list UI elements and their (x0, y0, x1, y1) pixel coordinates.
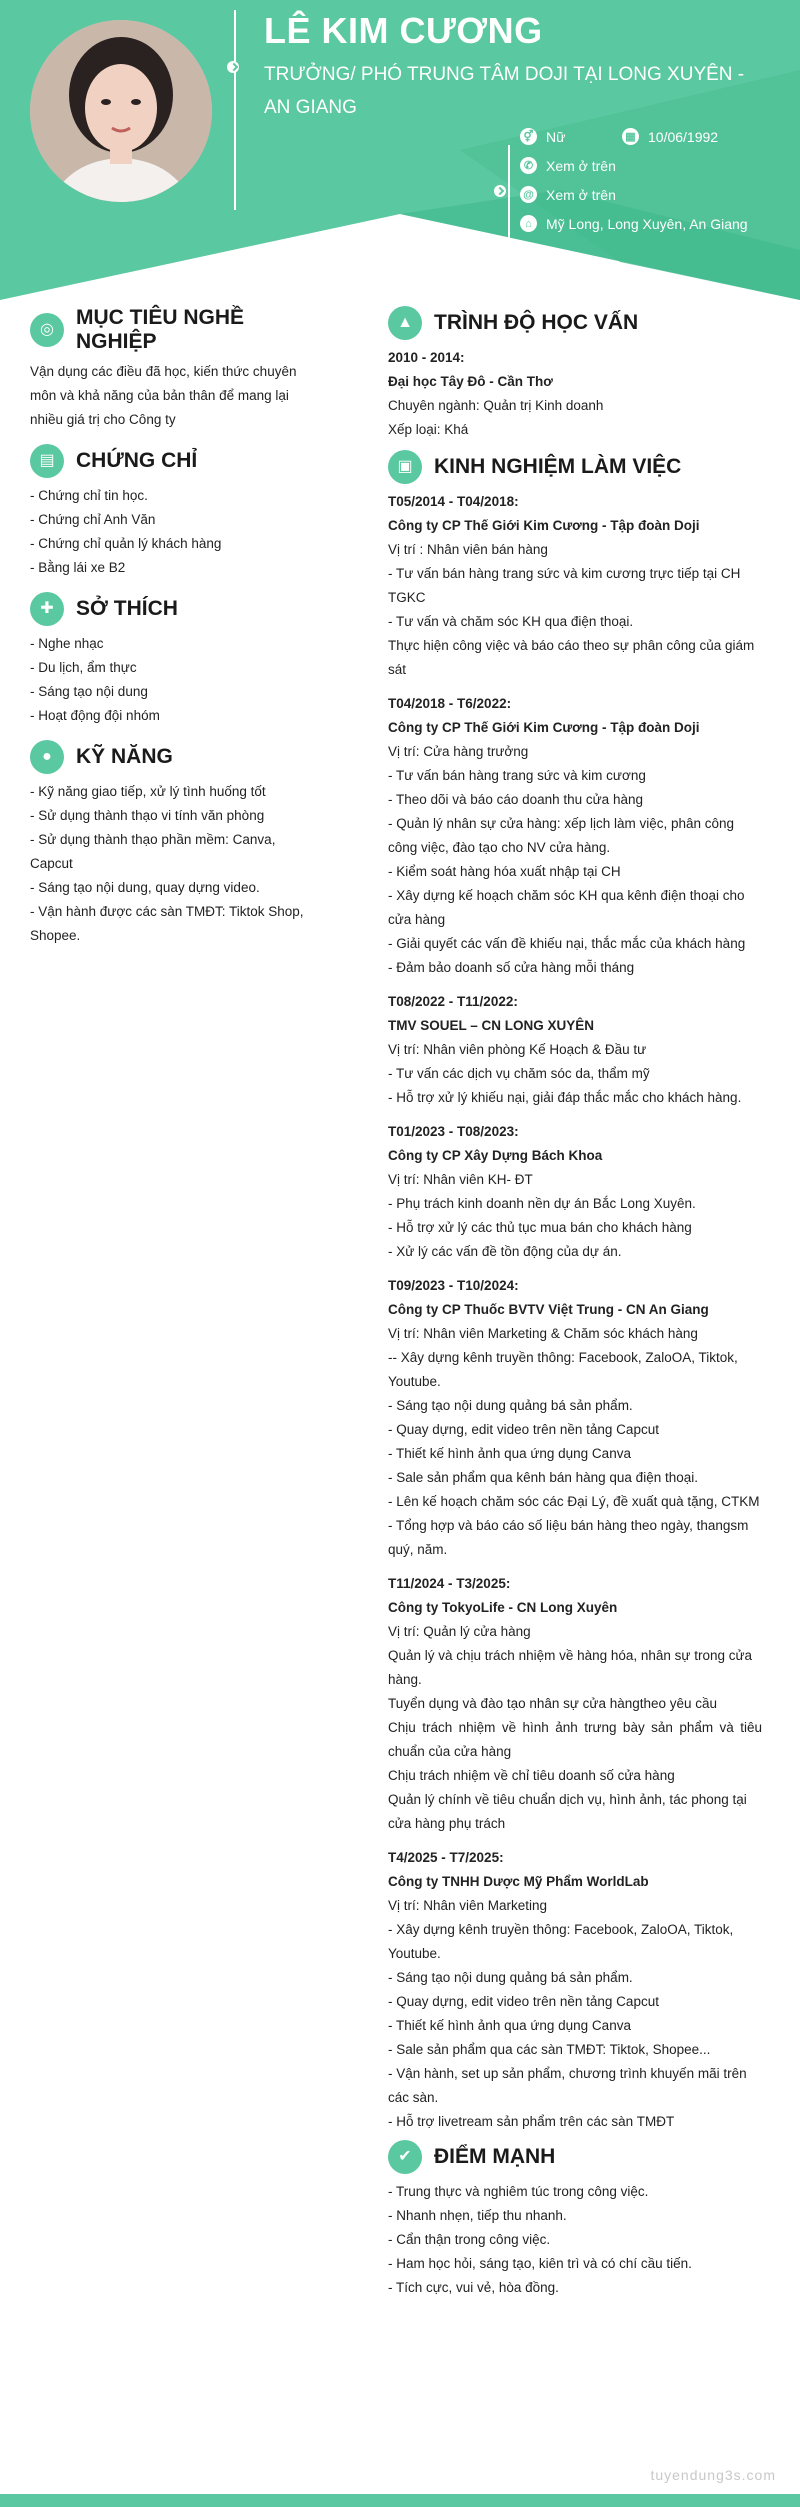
gender-info: ⚥ Nữ (520, 128, 565, 145)
experience-section (388, 450, 762, 2134)
job-line: - Tư vấn bán hàng trang sức và kim cương trực tiếp tại CH TGKC (388, 566, 741, 605)
objective-section (30, 306, 320, 432)
section-title: MỤC TIÊU NGHỀ NGHIỆP (76, 306, 244, 353)
job-line: - Tư vấn các dịch vụ chăm sóc da, thẩm mỹ (388, 1066, 650, 1081)
strength-item: - Trung thực và nghiêm túc trong công việc. (388, 2184, 649, 2199)
certificates-section (30, 444, 320, 580)
job-period: T08/2022 - T11/2022: (388, 994, 518, 1009)
job-line: - Tư vấn và chăm sóc KH qua điện thoại. (388, 614, 634, 629)
skill-item: - Sáng tạo nội dung, quay dựng video. (30, 880, 260, 895)
strength-item: - Ham học hỏi, sáng tạo, kiên trì và có chí cầu tiến. (388, 2256, 692, 2271)
job-period: T11/2024 - T3/2025: (388, 1576, 511, 1591)
job-line: - Vận hành, set up sản phẩm, chương trình khuyến mãi trên các sàn. (388, 2066, 747, 2105)
strength-item: - Nhanh nhẹn, tiếp thu nhanh. (388, 2208, 567, 2223)
thumbs-up-icon: ✔ (388, 2140, 422, 2174)
job-line: - Quay dựng, edit video trên nền tảng Capcut (388, 1422, 659, 1437)
hobbies-section (30, 592, 320, 728)
strength-item: - Cẩn thận trong công việc. (388, 2232, 551, 2247)
job-entry (388, 1572, 762, 1836)
job-line: Vị trí: Nhân viên Marketing (388, 1898, 548, 1913)
job-line: - Hỗ trợ xử lý các thủ tục mua bán cho khách hàng (388, 1220, 692, 1235)
job-line: - Thiết kế hình ảnh qua ứng dụng Canva (388, 1446, 631, 1461)
job-line: - Theo dõi và báo cáo doanh thu cửa hàng (388, 792, 643, 807)
education-section (388, 306, 762, 442)
section-title: CHỨNG CHỈ (76, 449, 198, 472)
job-company: Công ty CP Thế Giới Kim Cương - Tập đoàn Doji (388, 518, 700, 533)
job-line: Vị trí : Nhân viên bán hàng (388, 542, 548, 557)
job-line: - Thiết kế hình ảnh qua ứng dụng Canva (388, 2018, 631, 2033)
education-school: Đại học Tây Đô - Cần Thơ (388, 374, 553, 389)
job-line: - Sale sản phẩm qua các sàn TMĐT: Tiktok, Shopee... (388, 2042, 711, 2057)
job-company: Công ty TokyoLife - CN Long Xuyên (388, 1600, 618, 1615)
job-line: Vị trí: Nhân viên Marketing & Chăm sóc khách hàng (388, 1326, 698, 1341)
job-company: TMV SOUEL – CN LONG XUYÊN (388, 1018, 595, 1033)
skill-item: - Kỹ năng giao tiếp, xử lý tình huống tốt (30, 784, 266, 799)
strengths-section (388, 2140, 762, 2300)
strength-item: - Tích cực, vui vẻ, hòa đồng. (388, 2280, 559, 2295)
hobby-item: - Du lịch, ẩm thực (30, 660, 137, 675)
target-icon: ◎ (30, 313, 64, 347)
job-entry (388, 1274, 762, 1562)
job-line: -- Xây dựng kênh truyền thông: Facebook, ZaloOA, Tiktok, Youtube. (388, 1350, 738, 1389)
skill-item: - Sử dụng thành thạo phần mềm: Canva, Capcut (30, 832, 276, 871)
phone-icon: ✆ (520, 157, 537, 174)
job-line: Tuyển dụng và đào tạo nhân sự cửa hàngtheo yêu cầu (388, 1696, 718, 1711)
profile-photo (30, 20, 212, 202)
education-grade: Xếp loại: Khá (388, 422, 469, 437)
job-period: T01/2023 - T08/2023: (388, 1124, 519, 1139)
job-line: - Hỗ trợ livetream sản phẩm trên các sàn TMĐT (388, 2114, 675, 2129)
section-title: ĐIỂM MẠNH (434, 2145, 556, 2168)
job-line: Chịu trách nhiệm về chỉ tiêu doanh số cửa hàng (388, 1768, 675, 1783)
job-company: Công ty CP Thế Giới Kim Cương - Tập đoàn Doji (388, 720, 700, 735)
job-line: Vị trí: Quản lý cửa hàng (388, 1624, 531, 1639)
candidate-name: LÊ KIM CƯƠNG (264, 10, 543, 51)
job-entry (388, 1120, 762, 1264)
job-line: - Quản lý nhân sự cửa hàng: xếp lịch làm việc, phân công công việc, đào tạo cho NV cửa hàng. (388, 816, 735, 855)
email-icon: @ (520, 186, 537, 203)
objective-text: Vận dụng các điều đã học, kiến thức chuyên môn và khả năng của bản thân để mang lại nhiều giá trị cho Công ty (30, 364, 297, 427)
watermark: tuyendung3s.com (650, 2467, 776, 2483)
job-line: - Lên kế hoạch chăm sóc các Đại Lý, đề xuất quà tặng, CTKM (388, 1494, 760, 1509)
certificate-item: - Chứng chỉ Anh Văn (30, 512, 156, 527)
section-title: TRÌNH ĐỘ HỌC VẤN (434, 311, 639, 334)
job-line: - Sáng tạo nội dung quảng bá sản phẩm. (388, 1398, 633, 1413)
candidate-title: TRƯỞNG/ PHÓ TRUNG TÂM DOJI TẠI LONG XUYÊN - AN GIANG (264, 64, 745, 118)
job-line: - Đảm bảo doanh số cửa hàng mỗi tháng (388, 960, 635, 975)
footer-bar (0, 2494, 800, 2507)
header-divider-marker-icon (227, 61, 239, 73)
info-divider (508, 145, 510, 240)
job-line: - Hỗ trợ xử lý khiếu nại, giải đáp thắc mắc cho khách hàng. (388, 1090, 742, 1105)
job-line: Vị trí: Cửa hàng trưởng (388, 744, 529, 759)
right-column (388, 306, 762, 2300)
job-line: - Sáng tạo nội dung quảng bá sản phẩm. (388, 1970, 633, 1985)
job-line: Quản lý chính về tiêu chuẩn dịch vụ, hình ảnh, tác phong tại cửa hàng phụ trách (388, 1792, 747, 1831)
skill-item: - Vận hành được các sàn TMĐT: Tiktok Shop, Shopee. (30, 904, 304, 943)
certificate-icon: ▤ (30, 444, 64, 478)
briefcase-icon: ▣ (388, 450, 422, 484)
hobby-item: - Nghe nhạc (30, 636, 104, 651)
job-line: - Quay dựng, edit video trên nền tảng Capcut (388, 1994, 659, 2009)
section-title: KINH NGHIỆM LÀM VIỆC (434, 455, 682, 478)
hobby-item: - Hoạt động đội nhóm (30, 708, 160, 723)
info-divider-marker-icon (494, 185, 506, 197)
job-entry (388, 692, 762, 980)
job-line: - Xây dựng kế hoạch chăm sóc KH qua kênh điện thoại cho cửa hàng (388, 888, 745, 927)
job-entry (388, 1846, 762, 2134)
job-line: - Tư vấn bán hàng trang sức và kim cương (388, 768, 646, 783)
calendar-icon: ▦ (622, 128, 639, 145)
job-line: - Tổng hợp và báo cáo số liệu bán hàng theo ngày, thangsm quý, năm. (388, 1518, 749, 1557)
job-line: - Xử lý các vấn đề tồn động của dự án. (388, 1244, 622, 1259)
job-line: Vị trí: Nhân viên KH- ĐT (388, 1172, 533, 1187)
job-company: Công ty CP Thuốc BVTV Việt Trung - CN An Giang (388, 1302, 709, 1317)
job-line: - Giải quyết các vấn đề khiếu nại, thắc mắc của khách hàng (388, 936, 746, 951)
certificate-item: - Bằng lái xe B2 (30, 560, 126, 575)
education-major: Chuyên ngành: Quản trị Kinh doanh (388, 398, 604, 413)
job-period: T4/2025 - T7/2025: (388, 1850, 504, 1865)
avatar (30, 20, 212, 202)
skills-section (30, 740, 320, 948)
job-entry (388, 990, 762, 1110)
job-line: Thực hiện công việc và báo cáo theo sự phân công của giám sát (388, 638, 755, 677)
job-line: Quản lý và chịu trách nhiệm về hàng hóa, nhân sự trong cửa hàng. (388, 1648, 753, 1687)
address-info: ⌂ Mỹ Long, Long Xuyên, An Giang (520, 215, 748, 232)
header-divider (234, 10, 236, 210)
job-line: - Phụ trách kinh doanh nền dự án Bắc Long Xuyên. (388, 1196, 696, 1211)
left-column (30, 306, 320, 948)
certificate-item: - Chứng chỉ tin học. (30, 488, 148, 503)
email-info: @ Xem ở trên (520, 186, 616, 203)
hobby-item: - Sáng tạo nội dung (30, 684, 148, 699)
job-line: - Kiểm soát hàng hóa xuất nhập tại CH (388, 864, 621, 879)
job-line: Vị trí: Nhân viên phòng Kế Hoạch & Đầu tư (388, 1042, 647, 1057)
header (0, 0, 800, 300)
job-company: Công ty TNHH Dược Mỹ Phẩm WorldLab (388, 1874, 649, 1889)
job-entry (388, 490, 762, 682)
job-line: - Sale sản phẩm qua kênh bán hàng qua điện thoại. (388, 1470, 698, 1485)
gamepad-icon: ✚ (30, 592, 64, 626)
home-icon: ⌂ (520, 215, 537, 232)
graduation-cap-icon: ▲ (388, 306, 422, 340)
education-period: 2010 - 2014: (388, 350, 465, 365)
gender-icon: ⚥ (520, 128, 537, 145)
phone-info: ✆ Xem ở trên (520, 157, 616, 174)
skill-item: - Sử dụng thành thạo vi tính văn phòng (30, 808, 265, 823)
job-line: - Xây dựng kênh truyền thông: Facebook, ZaloOA, Tiktok, Youtube. (388, 1922, 734, 1961)
job-period: T09/2023 - T10/2024: (388, 1278, 519, 1293)
job-company: Công ty CP Xây Dựng Bách Khoa (388, 1148, 603, 1163)
certificate-item: - Chứng chỉ quản lý khách hàng (30, 536, 222, 551)
dob-info: ▦ 10/06/1992 (622, 128, 718, 145)
section-title: KỸ NĂNG (76, 745, 173, 768)
section-title: SỞ THÍCH (76, 597, 178, 620)
job-period: T05/2014 - T04/2018: (388, 494, 519, 509)
job-period: T04/2018 - T6/2022: (388, 696, 512, 711)
job-line: Chịu trách nhiệm về hình ảnh trưng bày sản phẩm và tiêu chuẩn của cửa hàng (388, 1720, 762, 1759)
user-icon: ● (30, 740, 64, 774)
